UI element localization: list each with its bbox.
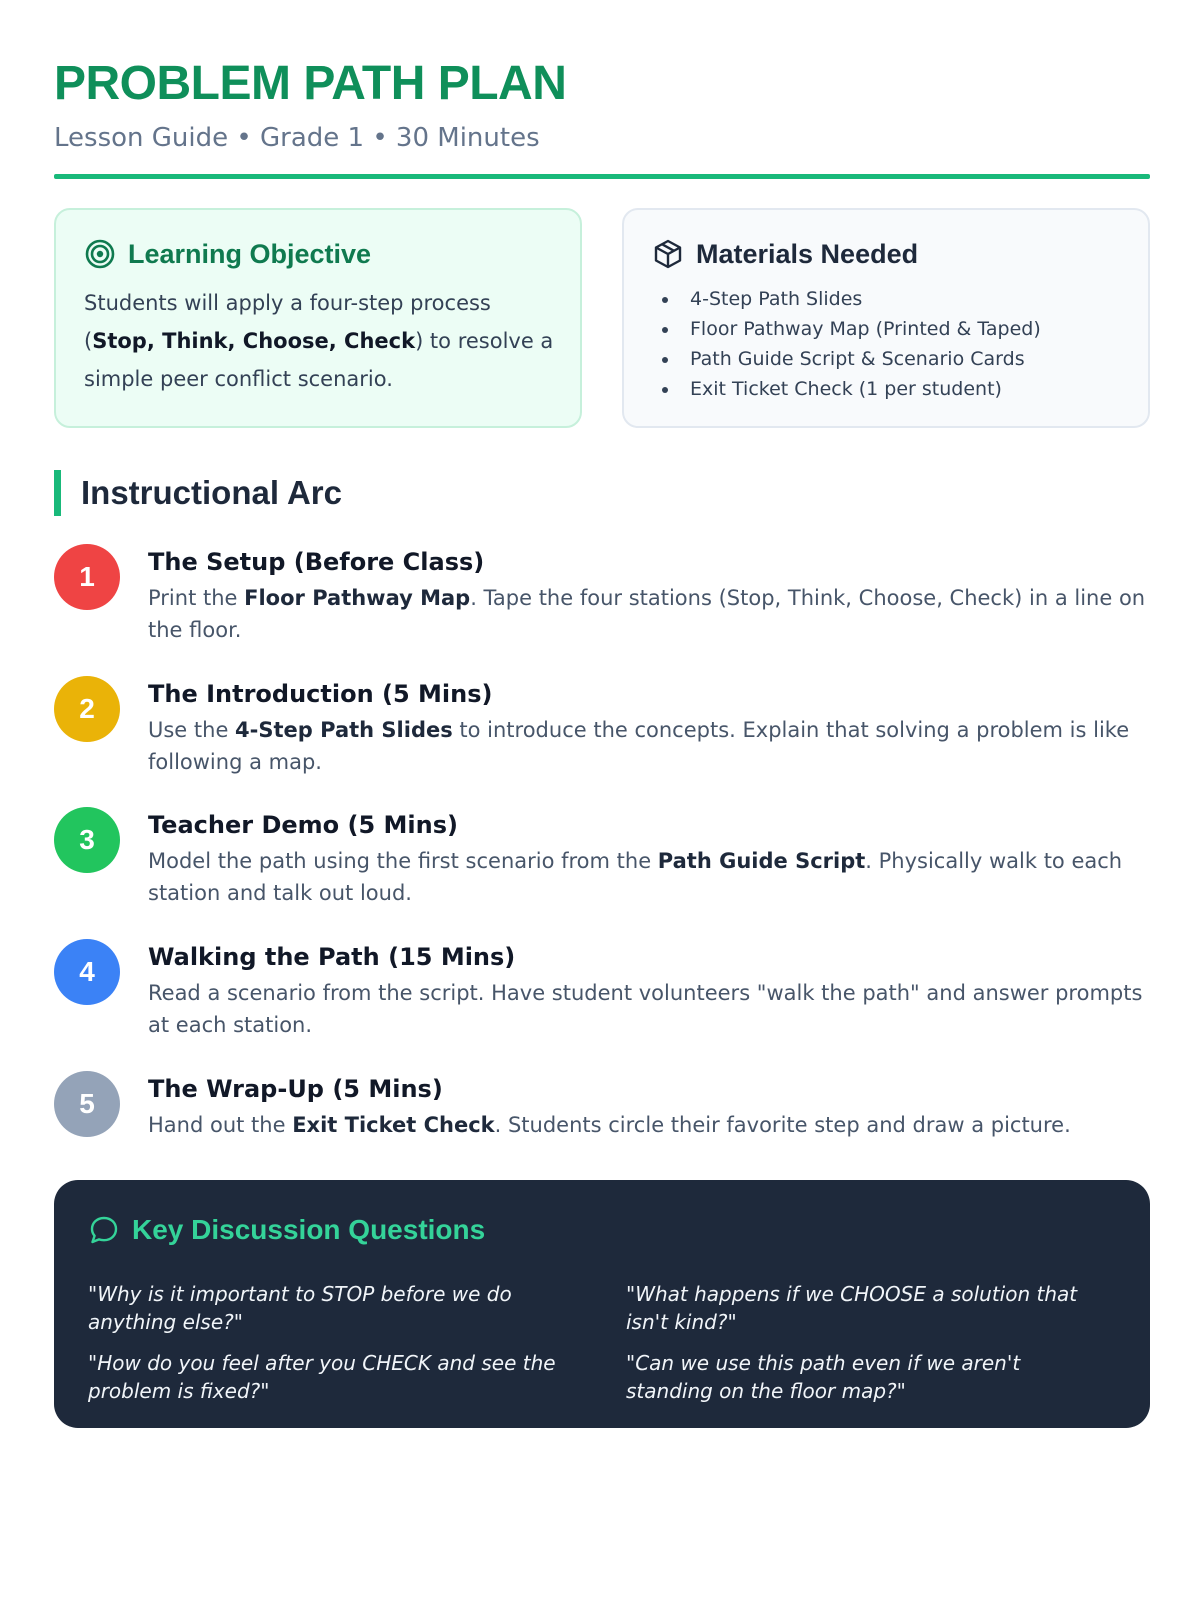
discussion-question: "Why is it important to STOP before we do anything else?" [88,1282,512,1334]
materials-heading [652,234,918,274]
learning-objective-title: Learning Objective [128,239,372,269]
discussion-question: "Can we use this path even if we aren't standing on the floor map?" [626,1351,1021,1403]
discussion-questions-title: Key Discussion Questions [132,1214,486,1245]
instructional-arc-heading [54,470,342,516]
step-description: Model the path using the first scenario from the Path Guide Script. Physically walk to each station and talk out loud. [148,849,1123,905]
step-description: Hand out the Exit Ticket Check. Students circle their favorite step and draw a picture. [148,1113,1071,1137]
discussion-questions-heading [88,1210,485,1250]
discussion-question: "How do you feel after you CHECK and see the problem is fixed?" [88,1351,556,1403]
learning-objective-card [54,208,582,428]
discussion-question: "What happens if we CHOOSE a solution that isn't kind?" [626,1282,1078,1334]
step-number-badge: 5 [54,1071,120,1137]
target-icon [84,238,116,270]
page-subtitle: Lesson Guide • Grade 1 • 30 Minutes [54,123,540,153]
step-number-badge: 4 [54,939,120,1005]
instructional-arc-title: Instructional Arc [81,474,342,511]
step-number-badge: 3 [54,807,120,873]
step-title: Walking the Path (15 Mins) [148,943,516,971]
step-title: Teacher Demo (5 Mins) [148,811,458,839]
step-title: The Introduction (5 Mins) [148,680,493,708]
step-title: The Wrap-Up (5 Mins) [148,1075,443,1103]
learning-objective-text: Students will apply a four-step process (Stop, Think, Choose, Check) to resolve a simple peer conflict scenario. [84,291,554,391]
step-description: Read a scenario from the script. Have student volunteers "walk the path" and answer prompts at each station. [148,981,1143,1037]
materials-list [680,284,1140,404]
step-number-badge: 2 [54,676,120,742]
section-accent-bar [54,470,61,516]
step-description: Use the 4-Step Path Slides to introduce the concepts. Explain that solving a problem is like following a map. [148,718,1130,774]
materials-title: Materials Needed [696,239,919,269]
step-number-badge: 1 [54,544,120,610]
step-title: The Setup (Before Class) [148,548,485,576]
materials-card [622,208,1150,428]
step-description: Print the Floor Pathway Map. Tape the four stations (Stop, Think, Choose, Check) in a line on the floor. [148,586,1146,642]
list-item: • Path Guide Script & Scenario Cards [680,344,1140,374]
list-item: • Floor Pathway Map (Printed & Taped) [680,314,1140,344]
objective-steps-bold: Stop, Think, Choose, Check [92,329,416,353]
list-item: • Exit Ticket Check (1 per student) [680,374,1140,404]
discussion-questions-panel [54,1180,1150,1428]
speech-bubble-icon [88,1214,120,1246]
header-divider [54,174,1150,179]
page-title: PROBLEM PATH PLAN [54,57,567,110]
list-item: • 4-Step Path Slides [680,284,1140,314]
box-icon [652,238,684,270]
learning-objective-heading [84,234,371,274]
